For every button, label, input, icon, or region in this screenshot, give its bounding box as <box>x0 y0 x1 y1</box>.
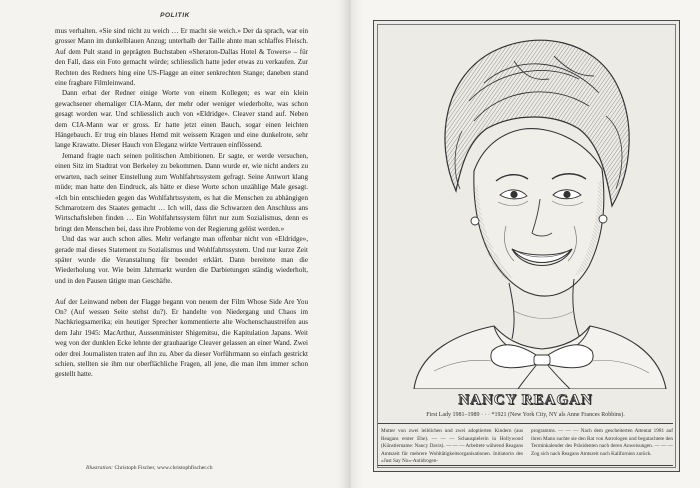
paragraph: Und das war auch schon alles. Mehr verlangte man offenbar nicht von «Eldridge», gerade mal dieses Statement zu Sozialismus und Wohlfahrtssystem. Und nur kurze Zeit später wurde die Veranstaltung für beendet erklärt. Dann bereitete man die Wiederholung vor. Wie beim Jahrmarkt wurden die Darbietungen ständig wiederholt, und in den Pausen tätigte man Geschäfte. <box>55 235 308 285</box>
paragraph: mus verhalten. «Sie sind nicht zu weich … Er macht sie weich.» Der da sprach, war ein grosser Mann im dunkelblauen Anzug; unterhalb der Taille ahnte man schlaffes Fleisch. Auf dem Pult stand in geprägten Buchstaben «Sheraton-Dallas Hotel & Towers» – für den Fall, dass ein Foto gemacht würde; schliesslich hatte jeder etwas zu verkaufen. Zur Rechten des Redners hing eine US-Flagge an einer senkrechten Stange; daneben stand eine fragbare Filmleinwand. <box>55 27 308 88</box>
body-text-column <box>55 26 308 380</box>
divider-rule <box>378 465 673 466</box>
portrait-illustration-icon <box>374 21 677 389</box>
running-head: POLITIK <box>160 12 190 19</box>
illustration-credit <box>86 465 316 471</box>
paragraph: Auf der Leinwand neben der Flagge begann von neuem der Film Whose Side Are You On? (Auf wessen Seite stehst du?). Er handelte von Niedergang und Chaos im Nachkriegsamerika; ein heutiger Sprecher kommentierte alte Wochenschaustreifen aus dem Jahr 1945: MacArthur, Aussenminister Shigemitsu, die Kapitulation Japans. Weit weg von der dunklen Ecke lehnte der grauhaarige Cleaver gelassen an einer Wand. Zwei oder drei Journalisten traten auf ihn zu. Aber da dieser Vorführmann so einfach gestrickt schien, stellten sie ihm nur oberflächliche Fragen, all jene, die man ihm immer schon gestellt hatte. <box>55 297 308 379</box>
portrait-name-plate <box>373 391 678 409</box>
divider-rule <box>378 423 673 424</box>
credit-text: Christoph Fischer, www.christophfischer.ch <box>114 465 213 471</box>
portrait-subtitle: First Lady 1981–1989 · · · *1921 (New York City, NY als Anne Frances Robbins). <box>426 412 625 418</box>
credit-label: Illustration: <box>86 465 114 471</box>
notes-column: Mutter von zwei leiblichen und zwei adoptierten Kindern (aus Reagans erster Ehe). — — — Schauspielerin in Hollywood (Künstlername: Nancy Davis). — — — Arbeitete während Reagans Amtszeit für mehrere Wohltätigkeitsorganisationen. Initiatorin des «Just Say No»-Antidrogen- <box>381 428 523 465</box>
portrait-notes <box>381 428 673 466</box>
book-gutter <box>338 0 362 488</box>
portrait-name: NANCY REAGAN <box>458 392 593 408</box>
paragraph: Jemand fragte nach seinen politischen Ambitionen. Er sagte, er werde versuchen, einen Sitz im Stadtrat von Berkeley zu bekommen. Dann wurde er, wie nicht anders zu erwarten, nach seiner Einstellung zum Wohlfahrtssystem gefragt. Seine Antwort klang müde; man hatte den Eindruck, als hätte er diese Worte schon unzählige Male gesagt. «Ich bin entschieden gegen das Wohlfahrtssystem, es hat die Menschen zu abhängigen Schmarotzern des Staates gemacht … Ich will, dass die Schwarzen den Anschluss ans Wirtschaftsleben finden … Ein Wohlfahrtssystem führt nur zum Sozialismus, denn es bringt den Menschen bei, dass ihre Probleme von der Regierung gelöst werden.» <box>55 151 308 233</box>
notes-column: programms. — — — Nach dem gescheiterten Attentat 1981 auf ihren Mann suchte sie den Rat von Astrologen und begutachtete den Terminkalender des Präsidenten nach deren Anweisungen. — — — Zog sich nach Reagans Amtszeit nach Kalifornien zurück. <box>531 428 673 457</box>
paragraph: Dann erbat der Redner einige Worte von einem Kollegen; es war ein klein gewachsener ehemaliger CIA-Mann, der mehr oder weniger wiederholte, was schon gesagt worden war. Und schliesslich auch von «Eldridge». Cleaver stand auf. Neben dem CIA-Mann war er gross. Er hatte jetzt einen Bauch, sogar einen leichten Hängebauch. Er trug ein blaues Hemd mit weissem Kragen und eine dunkelrote, sehr lange Krawatte. Dieser Hauch von Eleganz wirkte Vertrauen einflössend. <box>55 89 308 150</box>
